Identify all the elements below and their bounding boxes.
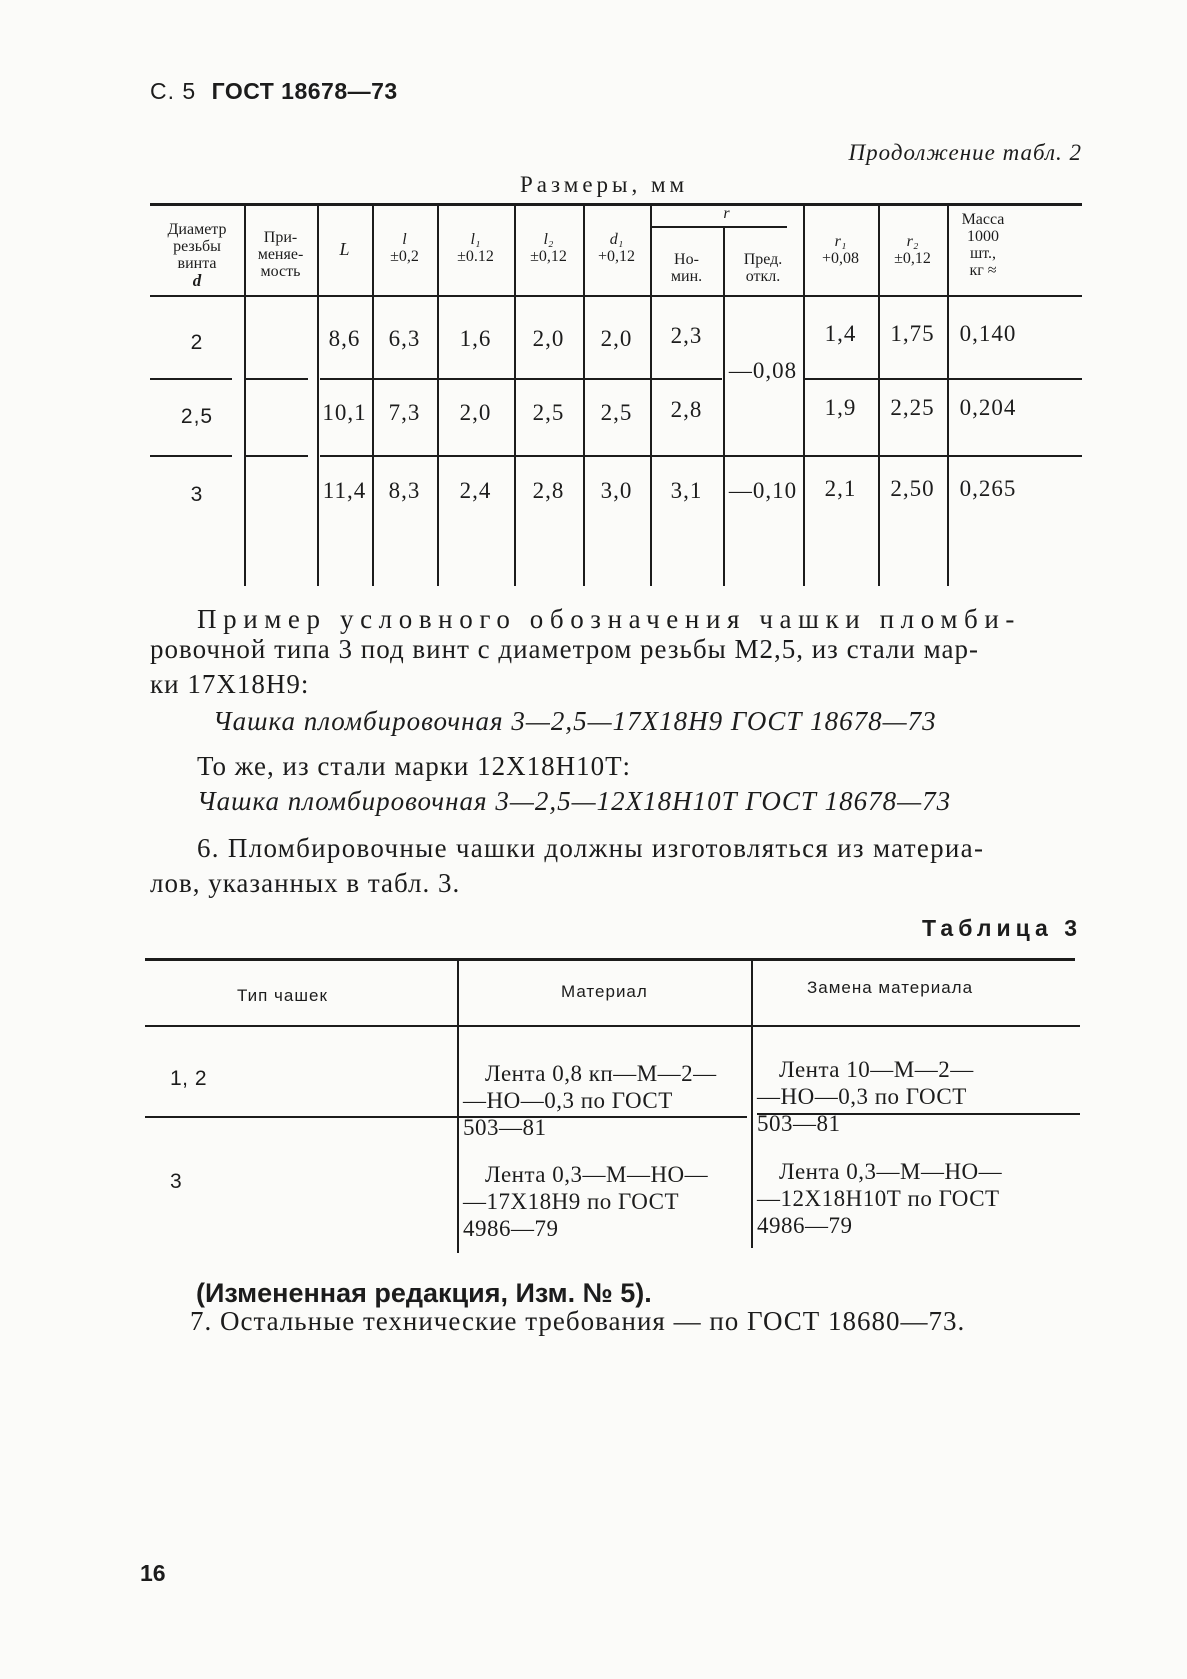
header-text: Но- [674, 251, 699, 268]
header-text: Пред. [743, 251, 783, 268]
cell-l: 8,3 [388, 478, 421, 503]
header-r-deviation [723, 251, 803, 285]
header-text: меняе- [257, 246, 304, 263]
header-symbol: r₂ [906, 233, 919, 250]
header-text: При- [263, 229, 298, 246]
page-ref: С. 5 [150, 78, 197, 104]
header-symbol: l [402, 231, 407, 248]
header-text: Диаметр [167, 221, 227, 238]
header-l1 [437, 231, 514, 265]
header-symbol: r₁ [834, 233, 847, 250]
header-tolerance: ±0,12 [530, 248, 567, 265]
row-separator [150, 455, 232, 457]
dimensions-table [150, 203, 1082, 586]
materials-table [145, 958, 1080, 1258]
cell-L: 8,6 [328, 326, 361, 351]
header-tolerance: ±0,2 [390, 248, 419, 265]
cell-material [463, 1060, 717, 1141]
cell-r1: 1,9 [824, 395, 857, 420]
header-r2 [878, 233, 947, 267]
material-line: 4986—79 [463, 1216, 559, 1241]
material-line: 503—81 [463, 1115, 547, 1140]
example-line-3: ки 17Х18Н9: [150, 669, 310, 699]
header-r1 [803, 233, 878, 267]
same-material-line: То же, из стали марки 12Х18Н10Т: [197, 751, 632, 781]
header-r: r [723, 205, 730, 222]
cell-d: 2,5 [180, 405, 214, 428]
row-separator [246, 455, 308, 457]
header-tolerance: ±0,12 [894, 250, 931, 267]
cell-substitute [757, 1158, 1002, 1239]
cell-d: 2 [190, 331, 204, 354]
header-text: мость [260, 263, 301, 280]
header-cup-type: Тип чашек [237, 986, 328, 1005]
header-symbol: d₁ [609, 231, 624, 248]
table3-title: Таблица 3 [921, 915, 1082, 941]
row-separator [320, 378, 722, 380]
cell-l2: 2,0 [532, 326, 565, 351]
header-text: резьбы [173, 238, 221, 255]
cell-l: 6,3 [388, 326, 421, 351]
page-header [150, 78, 398, 105]
table-header-rule [150, 295, 1082, 297]
row-separator [150, 378, 232, 380]
r-group-rule [650, 226, 787, 228]
header-tolerance: +0,08 [821, 250, 860, 267]
substitute-line: Лента 10—М—2— [779, 1057, 974, 1082]
example-line-1: Пример условного обозначения чашки пломби- [197, 604, 1022, 634]
header-diameter [150, 221, 244, 289]
edition-note: (Измененная редакция, Изм. № 5). [196, 1278, 652, 1308]
cell-r1: 2,1 [824, 476, 857, 501]
cell-l2: 2,5 [532, 400, 565, 425]
header-tolerance: +0,12 [597, 248, 636, 265]
material-line: —НО—0,3 по ГОСТ [463, 1088, 673, 1113]
designation-1: Чашка пломбировочная 3—2,5—17Х18Н9 ГОСТ 18678—73 [213, 706, 937, 736]
table-continuation-label: Продолжение табл. 2 [848, 140, 1082, 165]
cell-r2: 1,75 [890, 321, 935, 346]
cell-l: 7,3 [388, 400, 421, 425]
cell-r-nominal: 2,8 [670, 397, 703, 422]
cell-mass: 0,265 [959, 476, 1017, 501]
table-header-rule [145, 1025, 1080, 1027]
header-text: 1000 [967, 228, 999, 245]
item6-line-1: 6. Пломбировочные чашки должны изготовляться из материа- [197, 833, 985, 863]
header-text: Масса [961, 211, 1005, 228]
header-mass [947, 211, 1019, 279]
cell-L: 11,4 [322, 478, 367, 503]
cell-l1: 1,6 [459, 326, 492, 351]
designation-2: Чашка пломбировочная 3—2,5—12Х18Н10Т ГОСТ 18678—73 [197, 786, 952, 816]
row-separator [805, 378, 1082, 380]
material-line: —17Х18Н9 по ГОСТ [463, 1189, 680, 1214]
item7-text: 7. Остальные технические требования — по ГОСТ 18680—73. [190, 1306, 966, 1336]
header-text: откл. [745, 268, 781, 285]
header-text: винта [177, 255, 217, 272]
cell-r-deviation: —0,10 [728, 478, 798, 503]
cell-substitute [757, 1056, 974, 1137]
cell-l1: 2,4 [459, 478, 492, 503]
header-text: мин. [670, 268, 703, 285]
substitute-line: 4986—79 [757, 1213, 853, 1238]
column-rule [317, 203, 319, 586]
header-r-nominal [650, 251, 723, 285]
header-material: Материал [561, 982, 648, 1001]
cell-cup-type: 1, 2 [170, 1067, 208, 1090]
header-tolerance: ±0.12 [457, 248, 494, 265]
substitute-line: —12Х18Н10Т по ГОСТ [757, 1186, 1000, 1211]
page-number: 16 [140, 1560, 166, 1586]
cell-d1: 3,0 [600, 478, 633, 503]
cell-r-nominal: 3,1 [670, 478, 703, 503]
cell-L: 10,1 [322, 400, 367, 425]
header-applicability [244, 229, 317, 280]
header-text: кг ≈ [969, 262, 997, 279]
cell-cup-type: 3 [170, 1170, 183, 1193]
cell-r1: 1,4 [824, 321, 857, 346]
cell-r2: 2,25 [890, 395, 935, 420]
column-rule [457, 958, 459, 1253]
cell-r-deviation: —0,08 [728, 358, 798, 383]
cell-d1: 2,5 [600, 400, 633, 425]
cell-r2: 2,50 [890, 476, 935, 501]
header-L: L [339, 239, 350, 259]
substitute-line: Лента 0,3—М—НО— [779, 1159, 1003, 1184]
cell-mass: 0,140 [959, 321, 1017, 346]
cell-l2: 2,8 [532, 478, 565, 503]
example-line-2: ровочной типа 3 под винт с диаметром резьбы М2,5, из стали мар- [150, 634, 979, 664]
cell-l1: 2,0 [459, 400, 492, 425]
substitute-line: 503—81 [757, 1111, 841, 1136]
row-separator [246, 378, 308, 380]
table-top-rule [145, 958, 1075, 961]
material-line: Лента 0,3—М—НО— [485, 1162, 709, 1187]
cell-mass: 0,204 [959, 395, 1017, 420]
standard-number: ГОСТ 18678—73 [211, 78, 398, 104]
cell-d: 3 [190, 483, 204, 506]
item6-line-2: лов, указанных в табл. 3. [150, 868, 461, 898]
header-d1 [583, 231, 650, 265]
column-rule [751, 958, 753, 1248]
header-substitute: Замена материала [807, 978, 974, 997]
header-l2 [514, 231, 583, 265]
substitute-line: —НО—0,3 по ГОСТ [757, 1084, 967, 1109]
cell-d1: 2,0 [600, 326, 633, 351]
header-symbol: l₂ [543, 231, 554, 248]
units-caption: Размеры, мм [520, 172, 689, 197]
cell-r-nominal: 2,3 [670, 323, 703, 348]
material-line: Лента 0,8 кп—М—2— [485, 1061, 717, 1086]
cell-material [463, 1161, 708, 1242]
row-separator [320, 455, 1082, 457]
header-symbol: d [192, 271, 202, 290]
header-symbol: l₁ [470, 231, 481, 248]
table-top-rule [150, 203, 1082, 206]
header-l [372, 231, 437, 265]
header-text: шт., [969, 245, 997, 262]
